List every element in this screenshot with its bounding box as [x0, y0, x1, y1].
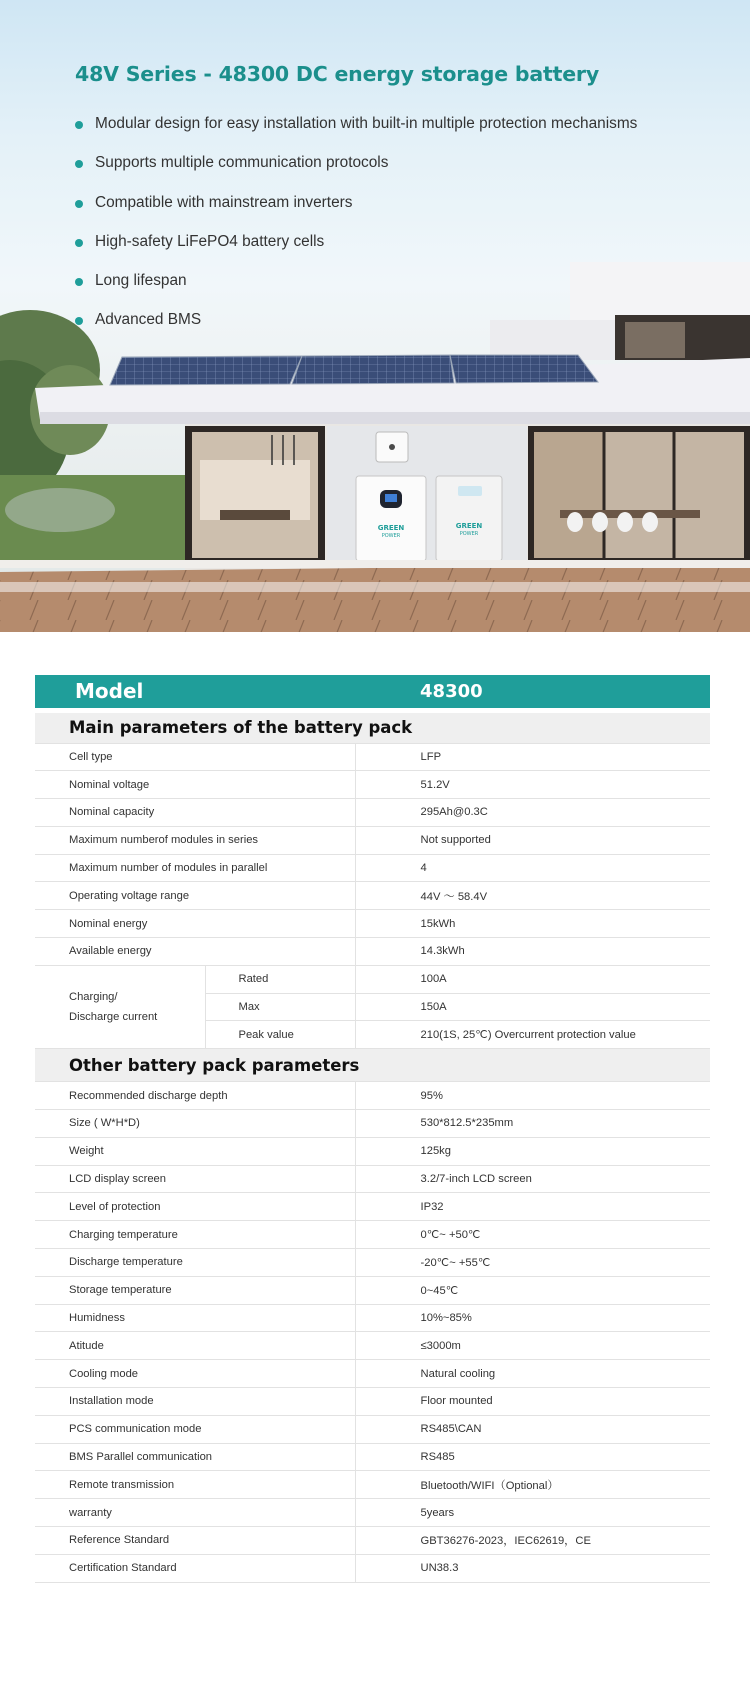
table-row: [35, 1221, 710, 1249]
hero-banner: [0, 0, 750, 632]
param-label: Humidness: [35, 1304, 355, 1332]
param-value: 125kg: [355, 1137, 710, 1165]
param-value: UN38.3: [355, 1554, 710, 1582]
param-value: 3.2/7-inch LCD screen: [355, 1165, 710, 1193]
table-row: [35, 826, 710, 854]
param-label: Cooling mode: [35, 1360, 355, 1388]
param-label: Charging temperature: [35, 1221, 355, 1249]
table-row: [35, 743, 710, 771]
model-value: 48300: [355, 675, 710, 710]
param-value: Bluetooth/WIFI（Optional）: [355, 1471, 710, 1499]
charge-label-line1: Charging/: [69, 991, 118, 1004]
param-value: RS485\CAN: [355, 1415, 710, 1443]
brand-logo-1: GREEN: [377, 524, 405, 532]
param-label: Remote transmission: [35, 1471, 355, 1499]
bullet-icon: [75, 239, 83, 247]
param-label: Weight: [35, 1137, 355, 1165]
param-value: GBT36276-2023，IEC62619，CE: [355, 1527, 710, 1555]
svg-text:POWER: POWER: [459, 531, 479, 537]
param-value: 14.3kWh: [355, 938, 710, 966]
param-value: 10%~85%: [355, 1304, 710, 1332]
table-row: [35, 799, 710, 827]
product-title: 48V Series - 48300 DC energy storage battery: [75, 62, 599, 86]
param-value: IP32: [355, 1193, 710, 1221]
table-row: [35, 938, 710, 966]
solar-panels: [110, 355, 598, 385]
table-row: [35, 1276, 710, 1304]
feature-item: [75, 194, 637, 233]
section-header-row: [35, 710, 710, 743]
param-value: LFP: [355, 743, 710, 771]
param-label: BMS Parallel communication: [35, 1443, 355, 1471]
model-header-row: [35, 675, 710, 710]
table-row: [35, 1554, 710, 1582]
bullet-icon: [75, 200, 83, 208]
table-row: [35, 1332, 710, 1360]
feature-item: [75, 115, 637, 154]
param-value: Not supported: [355, 826, 710, 854]
param-value: ≤3000m: [355, 1332, 710, 1360]
param-value: 5years: [355, 1499, 710, 1527]
table-row: [35, 1415, 710, 1443]
param-value: 150A: [355, 993, 710, 1021]
feature-text: Modular design for easy installation with built-in multiple protection mechanisms: [95, 115, 638, 132]
table-row: [35, 965, 710, 993]
feature-text: Compatible with mainstream inverters: [95, 193, 353, 211]
param-value: 44V ～ 58.4V: [355, 882, 710, 910]
table-row: [35, 1388, 710, 1416]
param-label: LCD display screen: [35, 1165, 355, 1193]
table-row: [35, 1110, 710, 1138]
table-row: [35, 1193, 710, 1221]
param-label: Maximum numberof modules in series: [35, 826, 355, 854]
table-row: [35, 1499, 710, 1527]
param-label: Level of protection: [35, 1193, 355, 1221]
bullet-icon: [75, 121, 83, 129]
table-row: [35, 1443, 710, 1471]
feature-text: High-safety LiFePO4 battery cells: [95, 232, 325, 250]
param-label: Discharge temperature: [35, 1249, 355, 1277]
charge-current-label: [35, 965, 205, 1048]
table-row: [35, 1137, 710, 1165]
param-value: 4: [355, 854, 710, 882]
param-label: Cell type: [35, 743, 355, 771]
section-title-main: Main parameters of the battery pack: [35, 710, 710, 743]
param-value: RS485: [355, 1443, 710, 1471]
param-value: Floor mounted: [355, 1388, 710, 1416]
table-row: [35, 1471, 710, 1499]
param-label: Available energy: [35, 938, 355, 966]
model-label: Model: [35, 675, 355, 710]
wooden-deck: [0, 564, 750, 632]
table-row: [35, 1360, 710, 1388]
feature-text: Supports multiple communication protocols: [95, 154, 389, 172]
param-value: 530*812.5*235mm: [355, 1110, 710, 1138]
param-label: Nominal capacity: [35, 799, 355, 827]
bullet-icon: [75, 160, 83, 168]
param-value: 0℃~ +50℃: [355, 1221, 710, 1249]
table-row: [35, 771, 710, 799]
table-row: [35, 1165, 710, 1193]
table-row: [35, 1082, 710, 1110]
table-row: [35, 1527, 710, 1555]
sub-param-label: Rated: [205, 965, 355, 993]
param-value: 95%: [355, 1082, 710, 1110]
param-value: 51.2V: [355, 771, 710, 799]
param-value: -20℃~ +55℃: [355, 1249, 710, 1277]
table-row: [35, 1304, 710, 1332]
param-label: Recommended discharge depth: [35, 1082, 355, 1110]
param-label: Maximum number of modules in parallel: [35, 854, 355, 882]
spec-table: [35, 675, 710, 1583]
param-value: 0~45℃: [355, 1276, 710, 1304]
param-label: Atitude: [35, 1332, 355, 1360]
param-label: Storage temperature: [35, 1276, 355, 1304]
param-value: Natural cooling: [355, 1360, 710, 1388]
param-label: Nominal energy: [35, 910, 355, 938]
section-header-row: [35, 1049, 710, 1082]
sub-param-label: Max: [205, 993, 355, 1021]
param-label: PCS communication mode: [35, 1415, 355, 1443]
svg-text:POWER: POWER: [381, 533, 401, 539]
table-row: [35, 1249, 710, 1277]
brand-logo-2: GREEN: [455, 522, 483, 530]
param-value: 15kWh: [355, 910, 710, 938]
param-label: Reference Standard: [35, 1527, 355, 1555]
param-label: warranty: [35, 1499, 355, 1527]
upper-floor: [490, 262, 750, 360]
ground-floor: [185, 424, 750, 574]
param-value: 100A: [355, 965, 710, 993]
table-row: [35, 910, 710, 938]
feature-text: Advanced BMS: [95, 311, 202, 329]
feature-item: [75, 154, 637, 193]
param-label: Nominal voltage: [35, 771, 355, 799]
param-value: 210(1S, 25℃) Overcurrent protection value: [355, 1021, 710, 1049]
house-scene-illustration: [0, 260, 750, 632]
sub-param-label: Peak value: [205, 1021, 355, 1049]
param-label: Operating voltage range: [35, 882, 355, 910]
feature-text: Long lifespan: [95, 272, 187, 290]
param-label: Installation mode: [35, 1388, 355, 1416]
param-value: 295Ah@0.3C: [355, 799, 710, 827]
trees-left: [0, 310, 190, 565]
table-row: [35, 854, 710, 882]
param-label: Certification Standard: [35, 1554, 355, 1582]
table-row: [35, 882, 710, 910]
section-title-other: Other battery pack parameters: [35, 1049, 710, 1082]
param-label: Size ( W*H*D): [35, 1110, 355, 1138]
charge-label-line2: Discharge current: [69, 1011, 158, 1024]
